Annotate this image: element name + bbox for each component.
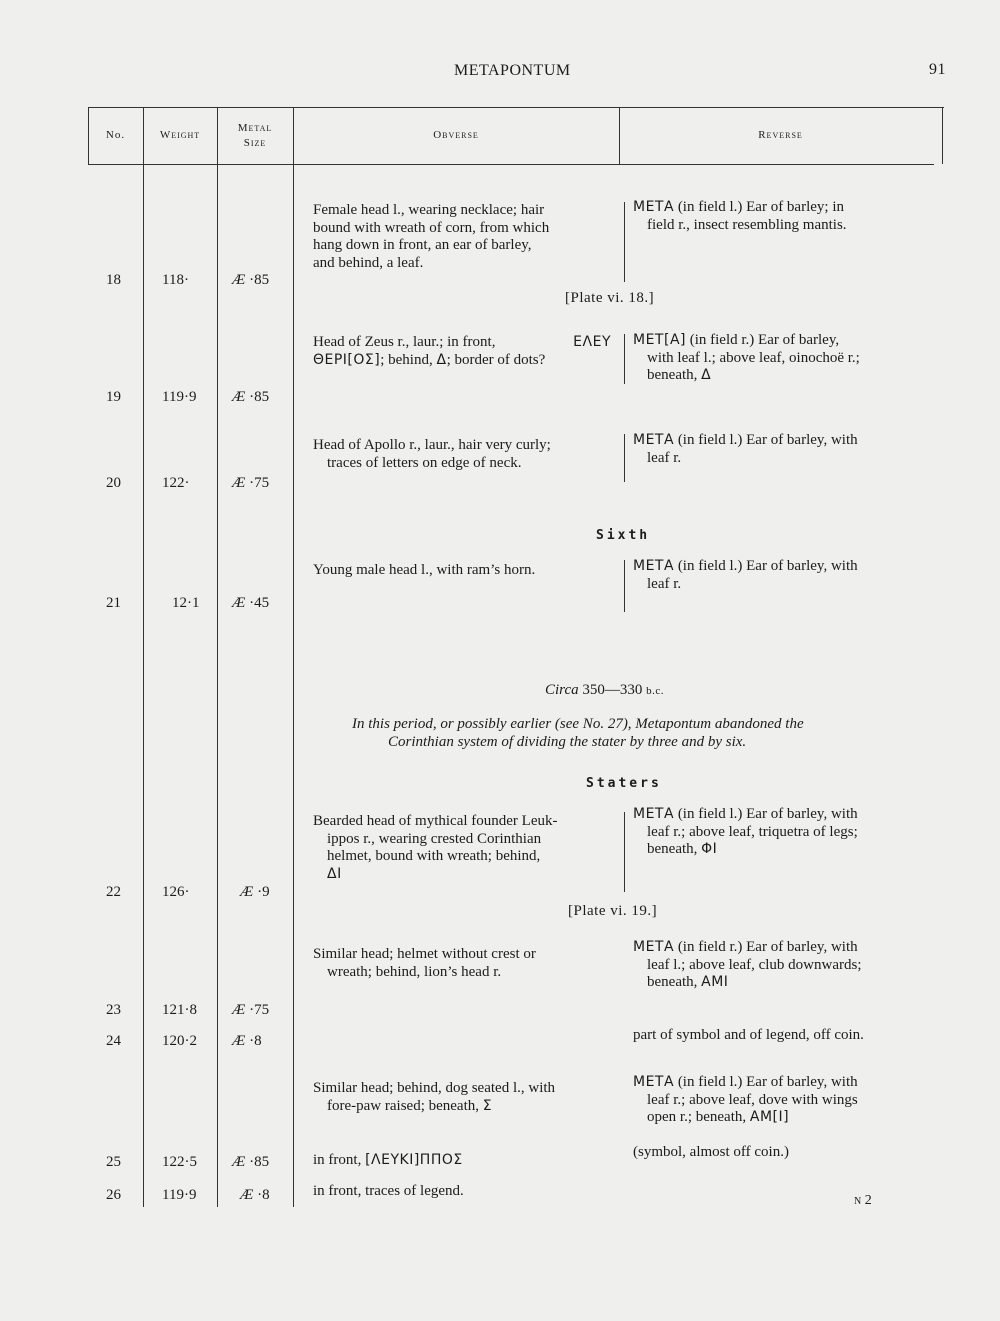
entry-26-metal-size: Æ ·8 — [240, 1187, 270, 1203]
header-no: No. — [105, 129, 126, 141]
entry-22-plate: [Plate vi. 19.] — [568, 903, 658, 919]
period-date: Circa 350—330 b.c. — [545, 682, 665, 698]
entry-19-no: 19 — [106, 389, 121, 405]
header-weight: Weight — [159, 129, 201, 141]
entry-21-obverse: Young male head l., with ram’s horn. — [313, 562, 536, 578]
entry-22-no: 22 — [106, 884, 121, 900]
entry-25-no: 25 — [106, 1154, 121, 1170]
entry-24-weight: 120·2 — [162, 1033, 197, 1049]
entry-21-reverse: ΜΕΤΑ (in field l.) Ear of barley, with leaf r. — [633, 558, 858, 592]
entry-23-metal-size: Æ ·75 — [232, 1002, 270, 1018]
entry-23-reverse: ΜΕΤΑ (in field r.) Ear of barley, with leaf l.; above leaf, club downwards; beneath, ΑΜΙ — [633, 939, 862, 990]
entry-21-metal-size: Æ ·45 — [232, 595, 270, 611]
entry-25-reverse: (symbol, almost off coin.) — [633, 1144, 789, 1160]
entry-22-metal-size: Æ ·9 — [240, 884, 270, 900]
entry-19-metal-size: Æ ·85 — [232, 389, 270, 405]
entry-23-obverse: Similar head; helmet without crest or wreath; behind, lion’s head r. — [313, 946, 536, 980]
entry-20-divider — [624, 434, 625, 482]
col-rule-metal — [217, 107, 218, 1207]
header-obverse: Obverse — [433, 129, 479, 141]
section-heading-sixth: Sixth — [596, 528, 651, 543]
entry-20-metal-size: Æ ·75 — [232, 475, 270, 491]
entry-24-metal-size: Æ ·8 — [232, 1033, 262, 1049]
entry-23-weight: 121·8 — [162, 1002, 197, 1018]
col-rule-obverse — [293, 107, 294, 1207]
entry-20-weight: 122· — [162, 475, 190, 491]
entry-24-no: 24 — [106, 1033, 121, 1049]
entry-26-no: 26 — [106, 1187, 121, 1203]
table-right-rule — [942, 107, 943, 164]
header-metal: Metal — [237, 122, 273, 134]
entry-19-weight: 119·9 — [162, 389, 197, 405]
section-heading-staters: Staters — [586, 776, 662, 791]
entry-variant-reverse: ΜΕΤΑ (in field l.) Ear of barley, with leaf r.; above leaf, dove with wings open r.; beneath, ΑΜ[Ι] — [633, 1074, 858, 1125]
header-bottom-rule — [88, 164, 934, 165]
entry-variant-obverse: Similar head; behind, dog seated l., with fore-paw raised; beneath, Σ — [313, 1080, 556, 1114]
entry-21-no: 21 — [106, 595, 121, 611]
entry-25-weight: 122·5 — [162, 1154, 197, 1170]
entry-18-metal-size: Æ ·85 — [232, 272, 270, 288]
period-note-line-2: Corinthian system of dividing the stater by three and by six. — [388, 734, 747, 750]
header-reverse: Reverse — [758, 129, 803, 141]
entry-20-obverse: Head of Apollo r., laur., hair very curly; traces of letters on edge of neck. — [313, 437, 551, 471]
legend: ΜΕΤΑ — [633, 199, 675, 215]
entry-20-no: 20 — [106, 475, 121, 491]
entry-19-obverse: Head of Zeus r., laur.; in front, ΕΛΕΥ ΘΕΡΙ[ΟΣ]; behind, Δ; border of dots? — [313, 334, 611, 368]
entry-22-obverse: Bearded head of mythical founder Leuk- ippos r., wearing crested Corinthian helmet, bound with wreath; behind, ΔΙ — [313, 813, 558, 882]
entry-24-reverse: part of symbol and of legend, off coin. — [633, 1027, 864, 1043]
page-number: 91 — [929, 61, 946, 78]
entry-25-obverse: in front, [ΛΕΥΚΙ]ΠΠΟΣ — [313, 1152, 463, 1168]
entry-22-divider — [624, 812, 625, 892]
entry-18-no: 18 — [106, 272, 121, 288]
entry-21-divider — [624, 560, 625, 612]
entry-19-reverse: ΜΕΤ[Α] (in field r.) Ear of barley, with leaf l.; above leaf, oinochoë r.; beneath, Δ — [633, 332, 860, 383]
entry-19-divider — [624, 334, 625, 384]
running-title: METAPONTUM — [454, 62, 571, 79]
entry-26-weight: 119·9 — [162, 1187, 197, 1203]
header-size: Size — [243, 137, 267, 149]
entry-20-reverse: ΜΕΤΑ (in field l.) Ear of barley, with leaf r. — [633, 432, 858, 466]
col-rule-weight — [143, 107, 144, 1207]
entry-22-reverse: ΜΕΤΑ (in field l.) Ear of barley, with leaf r.; above leaf, triquetra of legs; beneath, ΦΙ — [633, 806, 858, 857]
signature-mark: n 2 — [854, 1193, 872, 1208]
entry-18-plate: [Plate vi. 18.] — [565, 290, 655, 306]
entry-21-weight: 12·1 — [172, 595, 200, 611]
entry-23-no: 23 — [106, 1002, 121, 1018]
entry-18-reverse: ΜΕΤΑ (in field l.) Ear of barley; in field r., insect resembling mantis. — [633, 199, 847, 233]
entry-25-metal-size: Æ ·85 — [232, 1154, 270, 1170]
entry-18-divider — [624, 202, 625, 282]
entry-18-obverse: Female head l., wearing necklace; hair bound with wreath of corn, from which hang down in front, an ear of barley, and behind, a leaf. — [313, 202, 550, 271]
entry-26-obverse: in front, traces of legend. — [313, 1183, 464, 1199]
entry-22-weight: 126· — [162, 884, 190, 900]
entry-18-weight: 118· — [162, 272, 189, 288]
period-note-line-1: In this period, or possibly earlier (see No. 27), Metapontum abandoned the — [352, 716, 804, 732]
